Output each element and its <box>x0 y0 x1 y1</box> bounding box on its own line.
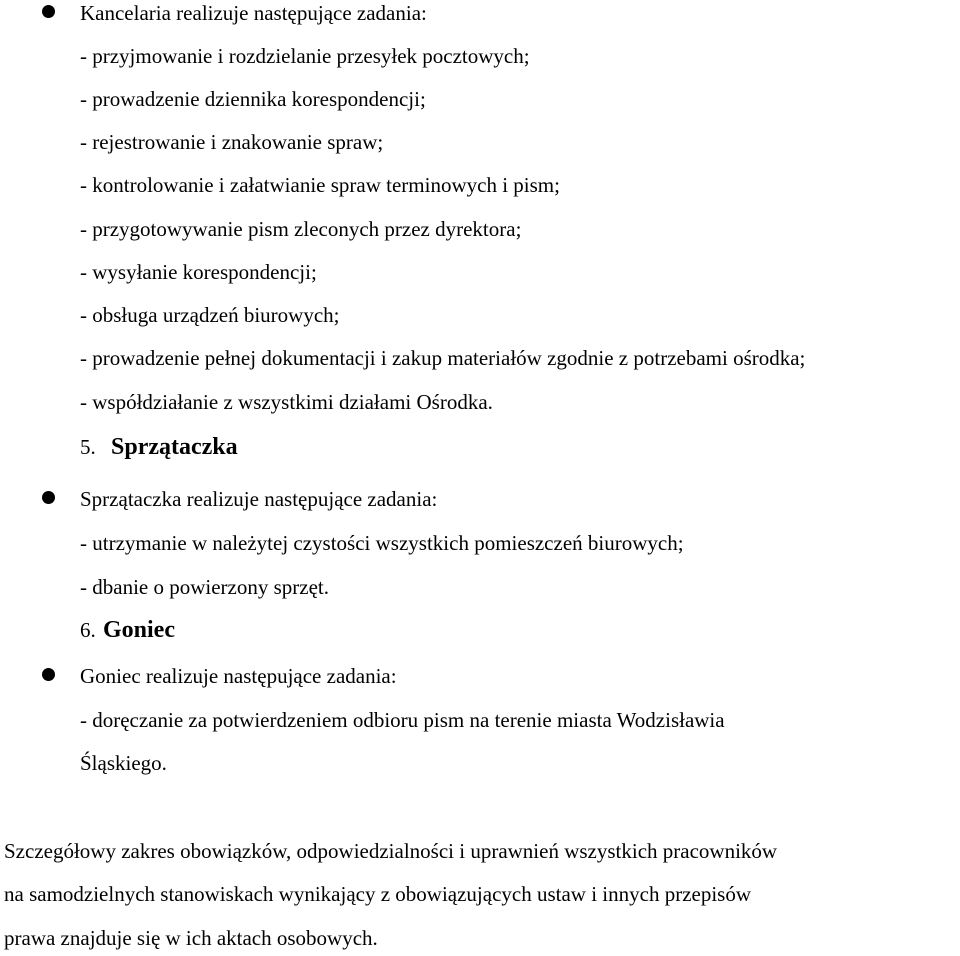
closing-paragraph-line: prawa znajduje się w ich aktach osobowych. <box>4 926 378 950</box>
kancelaria-task: - wysyłanie korespondencji; <box>80 260 317 284</box>
kancelaria-task: - przygotowywanie pism zleconych przez dyrektora; <box>80 217 522 241</box>
kancelaria-task: - prowadzenie dziennika korespondencji; <box>80 87 426 111</box>
kancelaria-task: - prowadzenie pełnej dokumentacji i zakup materiałów zgodnie z potrzebami ośrodka; <box>80 346 806 370</box>
bullet-icon <box>42 668 55 681</box>
closing-paragraph-line: Szczegółowy zakres obowiązków, odpowiedzialności i uprawnień wszystkich pracowników <box>4 839 778 863</box>
section-heading-sprzataczka <box>80 434 238 460</box>
bullet-icon <box>42 491 55 504</box>
goniec-task: - doręczanie za potwierdzeniem odbioru pism na terenie miasta Wodzisławia <box>80 708 725 732</box>
kancelaria-task: - kontrolowanie i załatwianie spraw terminowych i pism; <box>80 173 560 197</box>
section-heading-goniec <box>80 617 175 643</box>
kancelaria-task: - współdziałanie z wszystkimi działami Ośrodka. <box>80 390 493 414</box>
kancelaria-task: - przyjmowanie i rozdzielanie przesyłek pocztowych; <box>80 44 530 68</box>
sprzataczka-intro: Sprzątaczka realizuje następujące zadania: <box>80 487 438 511</box>
section-number: 5. <box>80 435 96 459</box>
kancelaria-intro: Kancelaria realizuje następujące zadania: <box>80 1 427 25</box>
sprzataczka-task: - utrzymanie w należytej czystości wszystkich pomieszczeń biurowych; <box>80 531 684 555</box>
section-number: 6. <box>80 618 96 642</box>
section-title: Goniec <box>103 617 175 643</box>
bullet-icon <box>42 5 55 18</box>
goniec-intro: Goniec realizuje następujące zadania: <box>80 664 397 688</box>
kancelaria-task: - obsługa urządzeń biurowych; <box>80 303 340 327</box>
sprzataczka-task: - dbanie o powierzony sprzęt. <box>80 575 329 599</box>
closing-paragraph-line: na samodzielnych stanowiskach wynikający z obowiązujących ustaw i innych przepisów <box>4 882 752 906</box>
goniec-task-continuation: Śląskiego. <box>80 751 167 775</box>
section-title: Sprzątaczka <box>111 434 238 460</box>
kancelaria-task: - rejestrowanie i znakowanie spraw; <box>80 130 384 154</box>
